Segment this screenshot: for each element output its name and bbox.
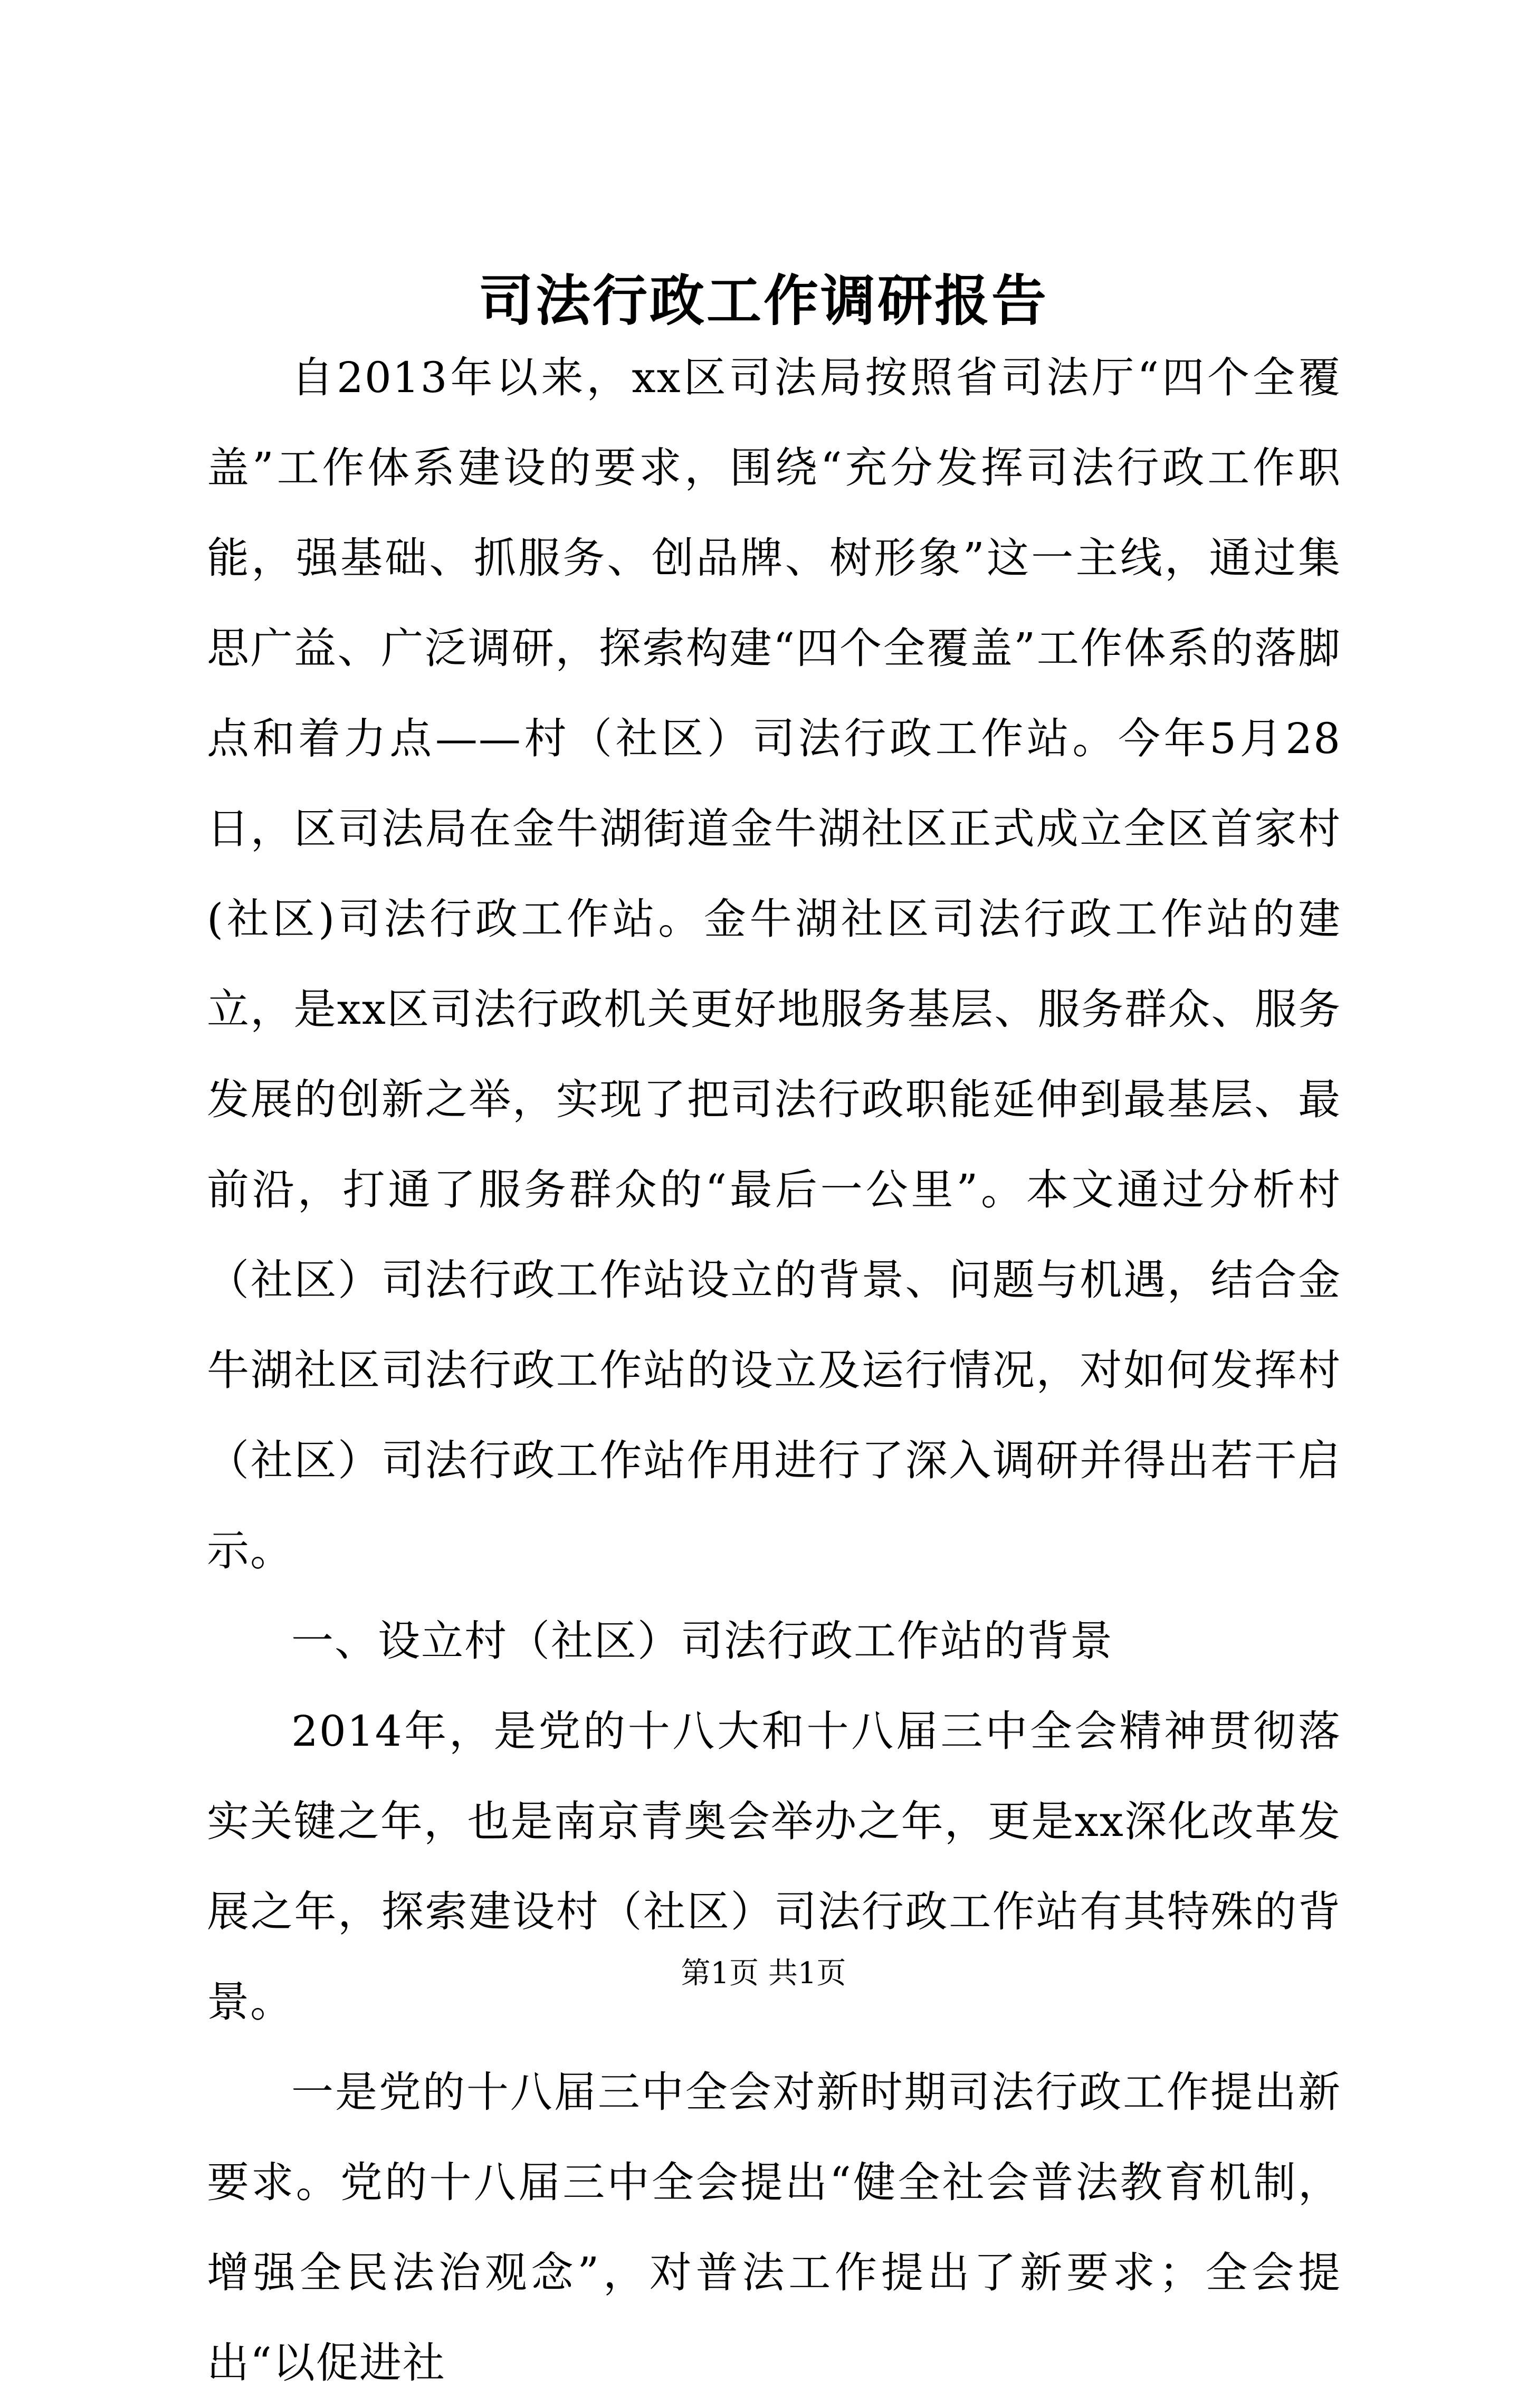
section-heading-1: 一、设立村（社区）司法行政工作站的背景	[291, 1616, 1113, 1665]
document-body	[207, 332, 1341, 2408]
body-paragraph-background: 2014年，是党的十八大和十八届三中全会精神贯彻落实关键之年，也是南京青奥会举办之年，更是xx深化改革发展之年，探索建设村（社区）司法行政工作站有其特殊的背景。	[207, 1707, 1341, 2026]
document-title: 司法行政工作调研报告	[478, 268, 1048, 333]
body-paragraph-intro: 自2013年以来，xx区司法局按照省司法厅“四个全覆盖”工作体系建设的要求，围绕“充分发挥司法行政工作职能，强基础、抓服务、创品牌、树形象”这一主线，通过集思广益、广泛调研，探索构建“四个全覆盖”工作体系的落脚点和着力点——村（社区）司法行政工作站。今年5月28日，区司法局在金牛湖街道金牛湖社区正式成立全区首家村(社区)司法行政工作站。金牛湖社区司法行政工作站的建立，是xx区司法行政机关更好地服务基层、服务群众、服务发展的创新之举，实现了把司法行政职能延伸到最基层、最前沿，打通了服务群众的“最后一公里”。本文通过分析村（社区）司法行政工作站设立的背景、问题与机遇，结合金牛湖社区司法行政工作站的设立及运行情况，对如何发挥村（社区）司法行政工作站作用进行了深入调研并得出若干启示。	[207, 353, 1341, 1575]
body-paragraph-point-1: 一是党的十八届三中全会对新时期司法行政工作提出新要求。党的十八届三中全会提出“健全社会普法教育机制，增强全民法治观念”，对普法工作提出了新要求；全会提出“以促进社	[207, 2068, 1341, 2387]
page-footer: 第1页 共1页	[681, 1956, 846, 1991]
